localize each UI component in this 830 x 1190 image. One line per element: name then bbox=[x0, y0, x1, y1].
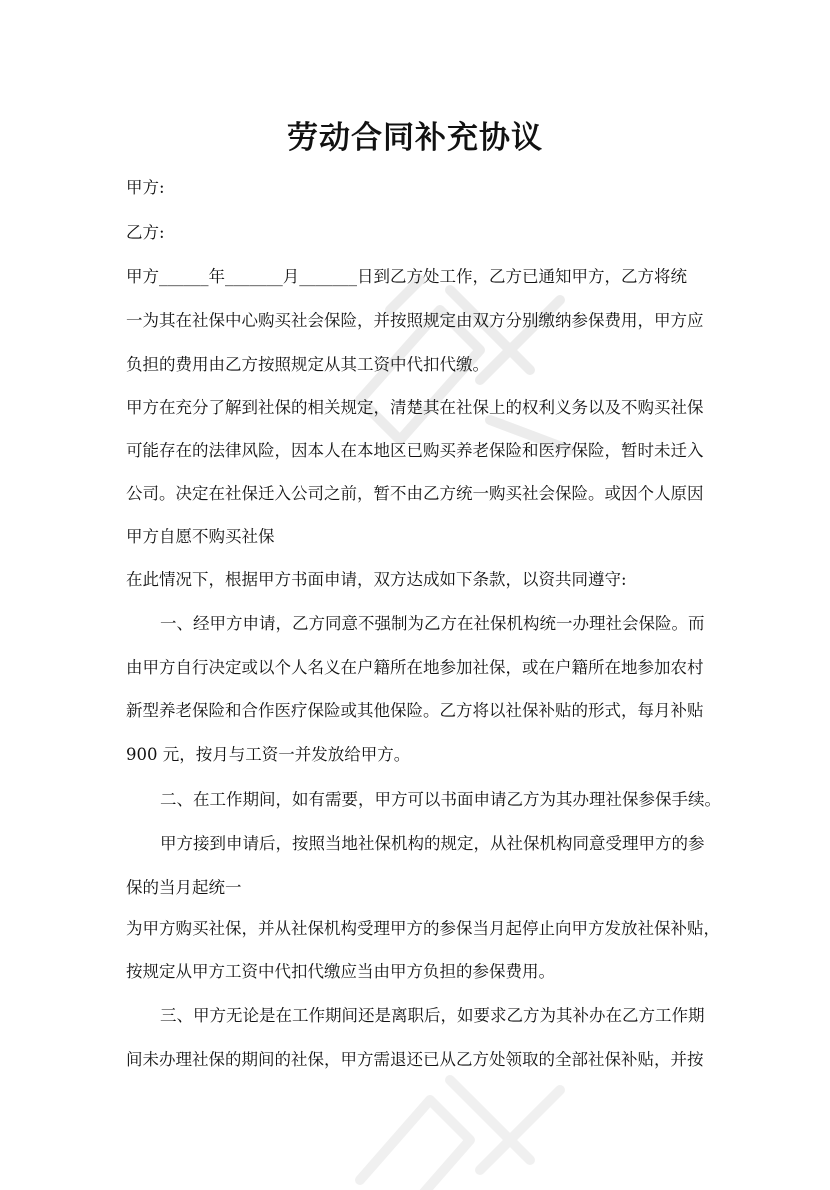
paragraph-line: 900 元，按月与工资一并发放给甲方。 bbox=[126, 745, 411, 764]
clause-two-line: 二、在工作期间，如有需要，甲方可以书面申请乙方为其办理社保参保手续。 bbox=[160, 790, 721, 809]
party-b-label: 乙方: bbox=[126, 223, 165, 242]
paragraph-line: 甲方在充分了解到社保的相关规定，清楚其在社保上的权利义务以及不购买社保 bbox=[126, 398, 704, 417]
paragraph-line: 由甲方自行决定或以个人名义在户籍所在地参加社保，或在户籍所在地参加农村 bbox=[126, 658, 704, 677]
paragraph-line: 保的当月起统一 bbox=[126, 878, 242, 897]
paragraph-line: 在此情况下，根据甲方书面申请，双方达成如下条款，以资共同遵守: bbox=[126, 570, 627, 589]
paragraph-line: 间未办理社保的期间的社保，甲方需退还已从乙方处领取的全部社保补贴，并按 bbox=[126, 1050, 704, 1069]
paragraph-line: 为甲方购买社保，并从社保机构受理甲方的参保当月起停止向甲方发放社保补贴， bbox=[126, 919, 720, 938]
document-title: 劳动合同补充协议 bbox=[287, 120, 543, 156]
paragraph-line: 负担的费用由乙方按照规定从其工资中代扣代缴。 bbox=[126, 355, 489, 374]
paragraph-line: 甲方______年_______月_______日到乙方处工作，乙方已通知甲方，乙方将统 bbox=[126, 267, 687, 286]
clause-one-line: 一、经甲方申请，乙方同意不强制为乙方在社保机构统一办理社会保险。而 bbox=[160, 614, 705, 633]
clause-three-line: 三、甲方无论是在工作期间还是离职后，如要求乙方为其补办在乙方工作期 bbox=[160, 1006, 705, 1025]
paragraph-line: 公司。决定在社保迁入公司之前，暂不由乙方统一购买社会保险。或因个人原因 bbox=[126, 484, 704, 503]
paragraph-line: 可能存在的法律风险，因本人在本地区已购买养老保险和医疗保险，暂时未迁入 bbox=[126, 441, 704, 460]
paragraph-line: 一为其在社保中心购买社会保险，并按照规定由双方分别缴纳参保费用，甲方应 bbox=[126, 311, 704, 330]
paragraph-line: 甲方自愿不购买社保 bbox=[126, 527, 275, 546]
party-a-label: 甲方: bbox=[126, 178, 165, 197]
paragraph-line: 按规定从甲方工资中代扣代缴应当由甲方负担的参保费用。 bbox=[126, 962, 555, 981]
paragraph-line: 新型养老保险和合作医疗保险或其他保险。乙方将以社保补贴的形式，每月补贴 bbox=[126, 701, 704, 720]
paragraph-line: 甲方接到申请后，按照当地社保机构的规定，从社保机构同意受理甲方的参 bbox=[160, 834, 705, 853]
